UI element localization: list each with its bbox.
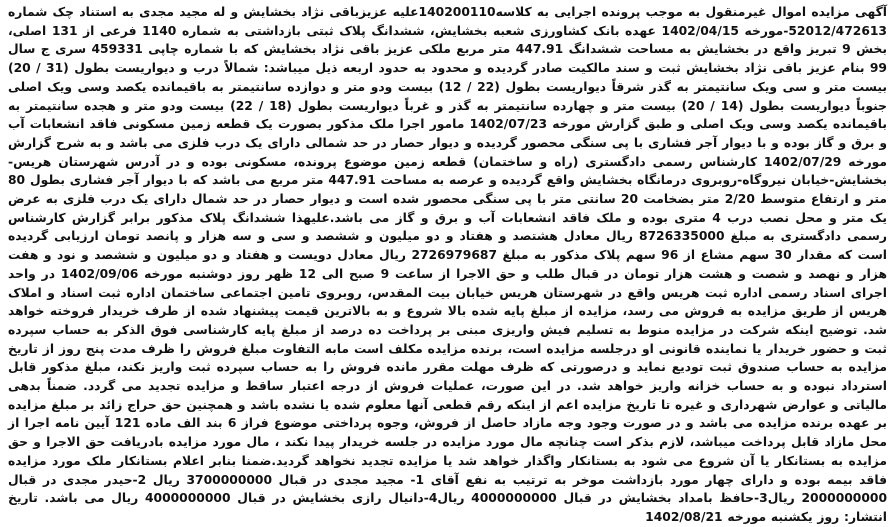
auction-notice-text: آگهی مزایده اموال غیرمنقول به موجب پرونده اجرایی به کلاسه140200110علیه عزیزباقی نژاد بخشایش و له مجید مجدی به استناد چک شماره 52012/472613-مورخه 1402/04/15 عهده بانک کشاورزی شعبه بخشایش، ششدانگ پلاک ثبتی بازداشتی به شماره 1140 فرعی از 131 اصلی، بخش 9 تبریز واقع در بخشایش به مساحت ششدانگ 447.91 متر مربع ملکی عزیز باقی نژاد بخشایش که با شماره چاپی 459331 سری ج سال 99 بنام عزیز باقی نژاد بخشایش ثبت و سند مالکیت صادر گردیده و محدود به حدود اربعه ذیل میباشد: شمالاً درب و دیواریست بطول (31 / 20) بیست متر و سی ویک سانتیمتر به گذر شرقاً دیواریست بطول (22 / 12) بیست ودو متر و دوازده سانتیمتر به باقیمانده یکصد وسی ویک اصلی جنوباً دیواریست بطول (14 / 20) بیست متر و چهارده سانتیمتر به گذر و غرباً دیواریست بطول (18 / 22) بیست ودو متر و هجده سانتیمتر به باقیمانده یکصد وسی ویک اصلی و طبق گزارش مورخه 1402/07/23 مامور اجرا ملک مذکور بصورت یک قطعه زمین مسکونی فاقد انشعابات آب و برق و گاز بوده و با دیوار آجر فشاری با پی سنگی محصور گردیده و دیوار حصار در حد شمالی دارای یک درب فلزی می باشد و به شرح گزارش مورخه 1402/07/29 کارشناس رسمی دادگستری (راه و ساختمان) قطعه زمین موضوع پرونده، مسکونی بوده و در آدرس شهرستان هریس-بخشایش-خیابان نیروگاه-روبروی درمانگاه بخشایش واقع گردیده و عرصه به مساحت 447.91 متر مربع می باشد که با دیوار آجر فشاری بطول 80 متر و ارتفاع متوسط 2/20 متر بضخامت 20 سانتی متر با پی سنگی محصور شده است و دیوار حصار در حد شمال دارای یک درب فلزی به عرض یک متر و محل نصب درب 4 متری بوده و ملک فاقد انشعابات آب و برق و گاز می باشد.علیهذا ششدانگ پلاک مذکور برابر گزارش کارشناس رسمی دادگستری به مبلغ 8726335000 ریال معادل هشتصد و هفتاد و دو میلیون و ششصد و سی و سه هزار و پانصد تومان ارزیابی گردیده است که مقدار 30 سهم مشاع از 96 سهم پلاک مذکور به مبلغ 2726979687 ریال معادل دویست و هفتاد و دو میلیون و ششصد و نود و هفت هزار و نهصد و شصت و هشت هزار تومان در قبال طلب و حق الاجرا از ساعت 9 صبح الی 12 ظهر روز دوشنبه مورخه 1402/09/06 در واحد اجرای اسناد رسمی اداره ثبت هریس واقع در شهرستان هریس خیابان بیت المقدس، روبروی تامین اجتماعی ساختمان اداره ثبت اسناد و املاک هریس از طریق مزایده به فروش می رسد، مزایده از مبلغ پایه شده بالا شروع و به بالاترین قیمت پیشنهاد شده از طرف خریدار فروخته خواهد شد. توضیح اینکه شرکت در مزایده منوط به تسلیم فیش واریزی مبنی بر پرداخت ده درصد از مبلغ پایه کارشناسی فوق الذکر به حساب سپرده ثبت و حضور خریدار یا نماینده قانونی او درجلسه مزایده است، برنده مزایده مکلف است مابه التفاوت مبلغ فروش را ظرف مدت پنج روز از تاریخ مزایده به حساب صندوق ثبت تودیع نماید و درصورتی که ظرف مهلت مقرر مانده فروش را به حساب سپرده ثبت واریز نکند، مبلغ مذکور قابل استرداد نبوده و به حساب خزانه واریز خواهد شد. در این صورت، عملیات فروش از درجه اعتبار ساقط و مزایده تجدید می گردد. ضمناً بدهی مالیاتی و عوارض شهرداری و غیره تا تاریخ مزایده اعم از اینکه رقم قطعی آنها معلوم شده یا نشده باشد و همچنین حق حراج زائد بر مبلغ مزایده بر عهده برنده مزایده می باشد و در صورت وجود وجه مازاد حاصل از فروش، وجوه پرداختی موضوع فراز 6 بند الف ماده 121 آیین نامه اجرا از محل مازاد قابل پرداخت میباشد، لازم بذکر است چنانچه مال مورد مزایده در جلسه خریدار پیدا نکند ، مال مورد مزایده بادریافت حق الاجرا و حق مزایده به بستانکار یا آن شروع می شود به بستانکار واگذار خواهد شد یا مزایده تجدید نخواهد گردید.ضمنا بنابر اعلام بستانکار ملک مورد مزایده فاقد بیمه بوده و دارای چهار مورد بازداشت موخر به ترتیب به نفع آقای 1- مجید مجدی در قبال 3700000000 ریال 2-حیدر مجدی در قبال 2000000000 ریال3-حافظ بامداد بخشایش در قبال 4000000000 ریال4-دانیال رازی بخشایش در قبال 4000000000 ریال می باشد. تاریخ انتشار: روز یکشنبه مورخه 1402/08/21	[8, 5, 888, 524]
